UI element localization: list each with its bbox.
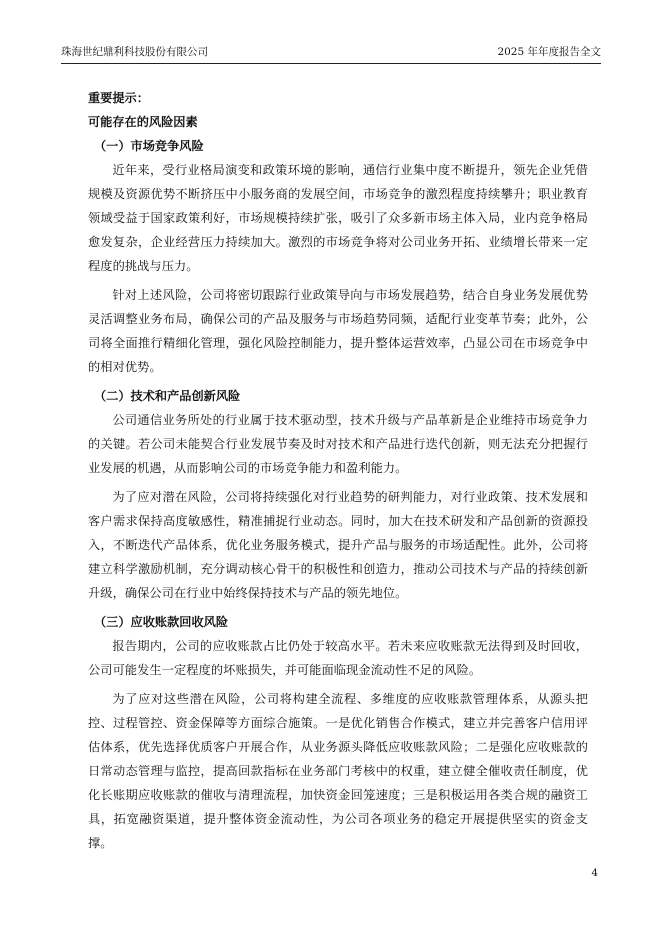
- paragraph: 近年来，受行业格局演变和政策环境的影响，通信行业集中度不断提升，领先企业凭借规模及资源优势不断挤压中小服务商的发展空间，市场竞争的激烈程度持续攀升；职业教育领域受益于国家政策利好，市场规模持续扩张，吸引了众多新市场主体入局，业内竞争格局愈发复杂，企业经营压力持续加大。激烈的市场竞争将对公司业务开拓、业绩增长带来一定程度的挑战与压力。: [88, 163, 588, 273]
- paragraph: 针对上述风险，公司将密切跟踪行业政策导向与市场发展趋势，结合自身业务发展优势灵活调整业务布局，确保公司的产品及服务与市场趋势同频，适配行业变革节奏；此外，公司将全面推行精细化管理，强化风险控制能力，提升整体运营效率，凸显公司在市场竞争中的相对优势。: [88, 288, 588, 374]
- important-notice-title: 重要提示：: [88, 91, 149, 105]
- risk-factors-title: 可能存在的风险因素: [88, 115, 198, 129]
- section-title-tech-risk: （二）技术和产品创新风险: [94, 389, 241, 403]
- section-title-market-risk: （一）市场竞争风险: [94, 139, 204, 153]
- page-number: 4: [591, 867, 598, 879]
- page-header: [61, 45, 601, 64]
- header-report-title: 2025 年年度报告全文: [497, 46, 601, 58]
- paragraph: 为了应对这些潜在风险，公司将构建全流程、多维度的应收账款管理体系，从源头把控、过程管控、资金保障等方面综合施策。一是优化销售合作模式，建立并完善客户信用评估体系，优先选择优质客户开展合作，从业务源头降低应收账款风险；二是强化应收账款的日常动态管理与监控，提高回款指标在业务部门考核中的权重，建立健全催收责任制度，优化长账期应收账款的催收与清理流程，加快资金回笼速度；三是积极运用各类合规的融资工具，拓宽融资渠道，提升整体资金流动性，为公司各项业务的稳定开展提供坚实的资金支撑。: [88, 692, 588, 850]
- section-title-receivables-risk: （三）应收账款回收风险: [94, 615, 229, 629]
- paragraph: 报告期内，公司的应收账款占比仍处于较高水平。若未来应收账款无法得到及时回收，公司可能发生一定程度的坏账损失，并可能面临现金流动性不足的风险。: [88, 639, 588, 677]
- paragraph: 为了应对潜在风险，公司将持续强化对行业趋势的研判能力，对行业政策、技术发展和客户需求保持高度敏感性，精准捕捉行业动态。同时，加大在技术研发和产品创新的资源投入，不断迭代产品体系，优化业务服务模式，提升产品与服务的市场适配性。此外，公司将建立科学激励机制，充分调动核心骨干的积极性和创造力，推动公司技术与产品的持续创新升级，确保公司在行业中始终保持技术与产品的领先地位。: [88, 490, 588, 600]
- paragraph: 公司通信业务所处的行业属于技术驱动型，技术升级与产品革新是企业维持市场竞争力的关键。若公司未能契合行业发展节奏及时对技术和产品进行迭代创新，则无法充分把握行业发展的机遇，从而影响公司的市场竞争能力和盈利能力。: [88, 413, 588, 475]
- header-company-name: 珠海世纪鼎利科技股份有限公司: [61, 46, 208, 58]
- report-content: [88, 86, 588, 860]
